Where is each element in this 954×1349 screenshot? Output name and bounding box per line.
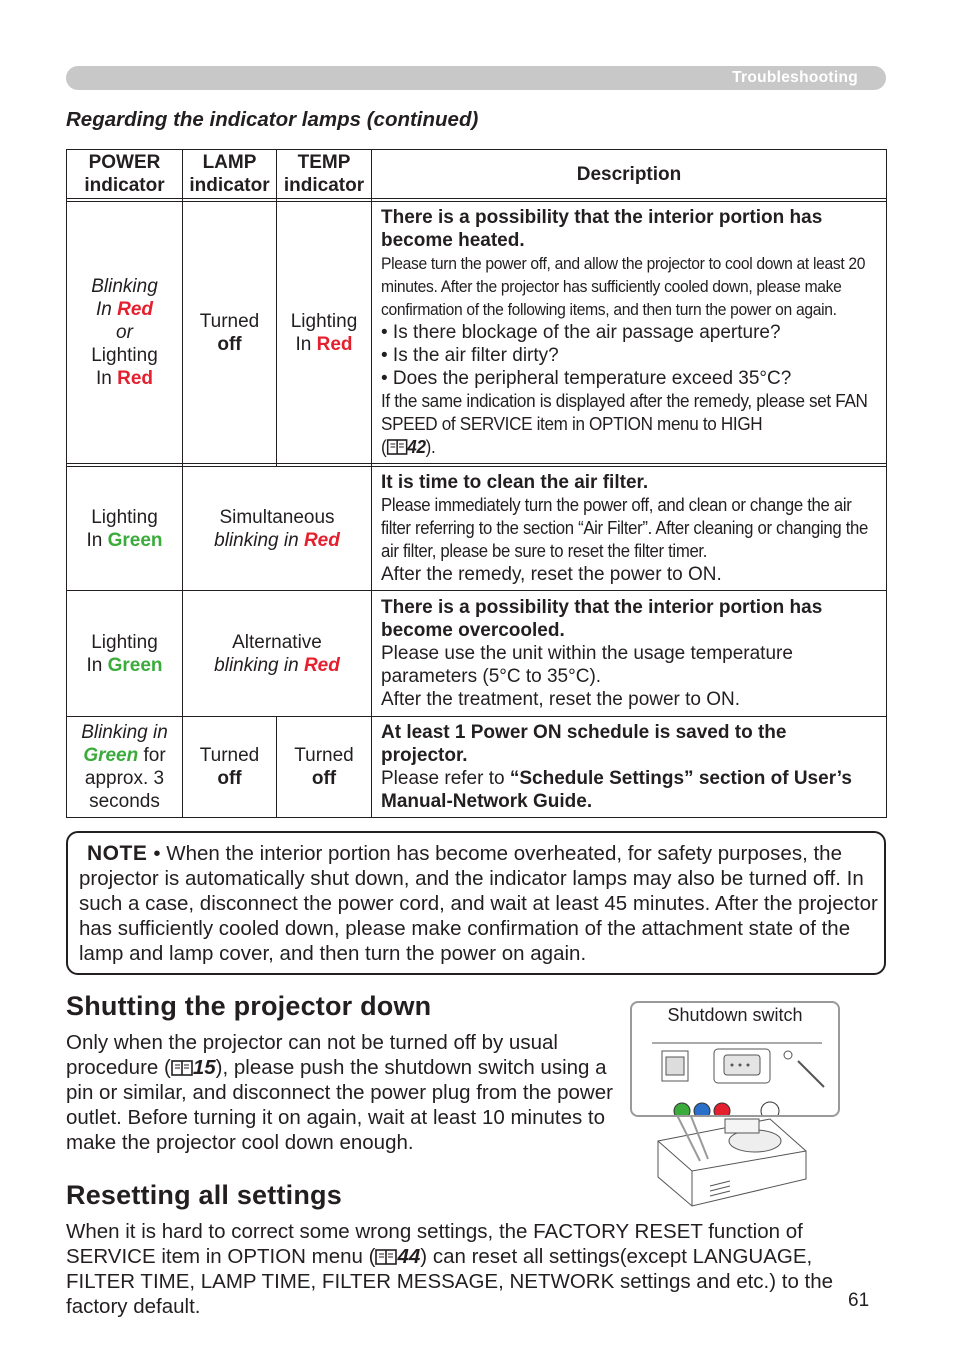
- row3-description: [372, 591, 887, 717]
- row1-desc-small2-text: If the same indication is displayed after the remedy, please set FAN SPEED of SERVICE item in OPTION menu to HIGH: [381, 391, 868, 434]
- row1-lamp: [183, 202, 277, 464]
- shutdown-heading: Shutting the projector down: [66, 991, 432, 1021]
- header-description: Description: [372, 150, 887, 199]
- row4-power-l4: seconds: [89, 791, 160, 812]
- row2-power: [67, 467, 183, 591]
- row4-power-l2a: Green: [83, 745, 139, 766]
- row3-desc-line1: Please use the unit within the usage temperature parameters (5°C to 35°C).: [381, 643, 793, 687]
- shutdown-text-b: ), please push the shutdown switch using a pin or similar, and disconnect the power plug from the power outlet. Before turning it on again, wait at least 10 minutes to make the projector cool down enough.: [66, 1056, 613, 1154]
- row3-power-l2a: In: [86, 654, 108, 676]
- connector-panel-illustration: [652, 1039, 832, 1115]
- row3-lt-l2a: blinking in: [214, 654, 304, 676]
- note-body: • When the interior portion has become overheated, for safety purposes, the projector is automatically shut down, and the indicator lamps may also be turned off. In such a case, disconnect the power cord, and wait at least 45 minutes. After the projector has sufficiently cooled down, please make confirmation of the attachment state of the lamp and lamp cover, and then turn the power on again.: [79, 842, 878, 965]
- reset-text-a: When it is hard to correct some wrong settings, the FACTORY RESET function of SERVICE item in OPTION menu (: [66, 1220, 803, 1268]
- reset-body: [66, 1219, 886, 1319]
- row1-power: [67, 202, 183, 464]
- row3-desc-line2: After the treatment, reset the power to ON.: [381, 689, 741, 710]
- indicator-lamp-table: [66, 149, 887, 818]
- reset-text-b: ) can reset all settings(except LANGUAGE, FILTER TIME, LAMP TIME, FILTER MESSAGE, NETWORK settings and etc.) to the factory default.: [66, 1245, 834, 1318]
- reset-heading: Resetting all settings: [66, 1180, 342, 1210]
- row2-power-l2b: Green: [107, 529, 163, 551]
- row4-power: [67, 717, 183, 818]
- row1-ref-close: ).: [425, 437, 436, 457]
- table-header-row: [67, 150, 887, 199]
- row2-lamp-temp: [183, 467, 372, 591]
- table-row: [67, 591, 887, 717]
- row1-ref-open: (: [381, 437, 387, 457]
- shutdown-ref-page[interactable]: 15: [192, 1056, 216, 1079]
- row3-desc-title: There is a possibility that the interior portion has become overcooled.: [381, 597, 823, 641]
- row1-temp-l1: Lighting: [290, 310, 358, 332]
- row1-lamp-l1: Turned: [199, 310, 260, 332]
- header-bar: [66, 66, 886, 90]
- row4-temp-l1: Turned: [294, 745, 354, 766]
- row1-desc-bullet3: • Does the peripheral temperature exceed 35°C?: [381, 368, 792, 389]
- row3-power-l1: Lighting: [91, 631, 158, 653]
- row4-desc-title: At least 1 Power ON schedule is saved to the projector.: [381, 722, 787, 766]
- row1-description: [372, 202, 887, 464]
- row2-desc-title: It is time to clean the air filter.: [381, 472, 649, 493]
- row1-power-l5a: In: [95, 368, 118, 389]
- row4-lamp: [183, 717, 277, 818]
- row4-desc-line-a: Please refer to: [381, 768, 510, 789]
- table-row: [67, 717, 887, 818]
- note-label: NOTE: [87, 842, 148, 865]
- row1-power-l5b: Red: [117, 368, 154, 389]
- row1-ref-page[interactable]: 42: [407, 437, 426, 457]
- row4-temp-l2: off: [311, 768, 337, 789]
- row1-power-l2b: Red: [117, 299, 154, 320]
- header-lamp-l1: LAMP: [202, 152, 257, 173]
- header-power: [67, 150, 183, 199]
- row1-temp-l2a: In: [295, 333, 317, 355]
- manual-book-icon: [386, 439, 407, 455]
- row4-desc-line-b: “Schedule Settings” section of User’s Manual-Network Guide.: [381, 768, 852, 812]
- row3-power-l2b: Green: [107, 654, 163, 676]
- row2-description: [372, 467, 887, 591]
- header-temp-l1: TEMP: [297, 152, 351, 173]
- header-lamp: [183, 150, 277, 199]
- reset-ref-page[interactable]: 44: [397, 1245, 421, 1268]
- row3-power: [67, 591, 183, 717]
- row2-lt-l1: Simultaneous: [219, 506, 335, 528]
- row1-lamp-l2: off: [217, 333, 242, 355]
- row4-power-l1: Blinking in: [81, 722, 168, 743]
- note-text: [79, 841, 879, 966]
- row4-description: [372, 717, 887, 818]
- row2-desc-small1: Please immediately turn the power off, and clean or change the air filter referring to the section “Air Filter”. After cleaning or changing the air filter, please be sure to reset the filter timer.: [381, 495, 869, 561]
- header-lamp-l2: indicator: [189, 175, 270, 196]
- row1-power-l3: or: [116, 322, 133, 343]
- row4-lamp-l1: Turned: [199, 745, 260, 766]
- figure-caption: Shutdown switch: [667, 1005, 803, 1025]
- row1-desc-bullet2: • Is the air filter dirty?: [381, 345, 559, 366]
- row2-lt-l2b: Red: [303, 529, 340, 551]
- row2-desc-line: After the remedy, reset the power to ON.: [381, 564, 722, 585]
- manual-book-icon: [171, 1060, 193, 1076]
- row1-desc-small1: Please turn the power off, and allow the projector to cool down at least 20 minutes. After the projector has sufficiently cooled down, please make confirmation of the following items, and then turn the power on again.: [381, 254, 866, 319]
- header-temp: [277, 150, 372, 199]
- header-power-l2: indicator: [84, 175, 165, 196]
- header-section-label: Troubleshooting: [732, 69, 858, 86]
- row3-lamp-temp: [183, 591, 372, 717]
- shutdown-switch-figure: [630, 1001, 870, 1216]
- table-row: [67, 467, 887, 591]
- row1-power-l2a: In: [95, 299, 118, 320]
- header-power-l1: POWER: [88, 152, 161, 173]
- row4-power-l3: approx. 3: [84, 768, 165, 789]
- manual-book-icon: [375, 1249, 397, 1265]
- row2-power-l2a: In: [86, 529, 108, 551]
- table-row: [67, 202, 887, 464]
- shutdown-body: [66, 1030, 626, 1155]
- row1-temp-l2b: Red: [316, 333, 353, 355]
- row1-power-l1: Blinking: [91, 276, 158, 297]
- row4-power-l2b: for: [138, 745, 166, 766]
- row1-temp: [277, 202, 372, 464]
- row3-lt-l1: Alternative: [232, 631, 322, 653]
- header-temp-l2: indicator: [283, 175, 365, 196]
- row4-temp: [277, 717, 372, 818]
- section-title: Regarding the indicator lamps (continued): [66, 108, 479, 131]
- row1-desc-bullet1: • Is there blockage of the air passage aperture?: [381, 322, 781, 343]
- note-box: [66, 831, 886, 975]
- page-number: 61: [848, 1290, 870, 1311]
- row4-lamp-l2: off: [217, 768, 242, 789]
- shutdown-text-a: Only when the projector can not be turned off by usual procedure (: [66, 1031, 558, 1079]
- row2-power-l1: Lighting: [91, 506, 158, 528]
- row3-lt-l2b: Red: [303, 654, 340, 676]
- row1-desc-title: There is a possibility that the interior portion has become heated.: [381, 207, 823, 251]
- row1-power-l4: Lighting: [91, 345, 158, 366]
- row2-lt-l2a: blinking in: [214, 529, 304, 551]
- row1-desc-small2: [381, 390, 877, 459]
